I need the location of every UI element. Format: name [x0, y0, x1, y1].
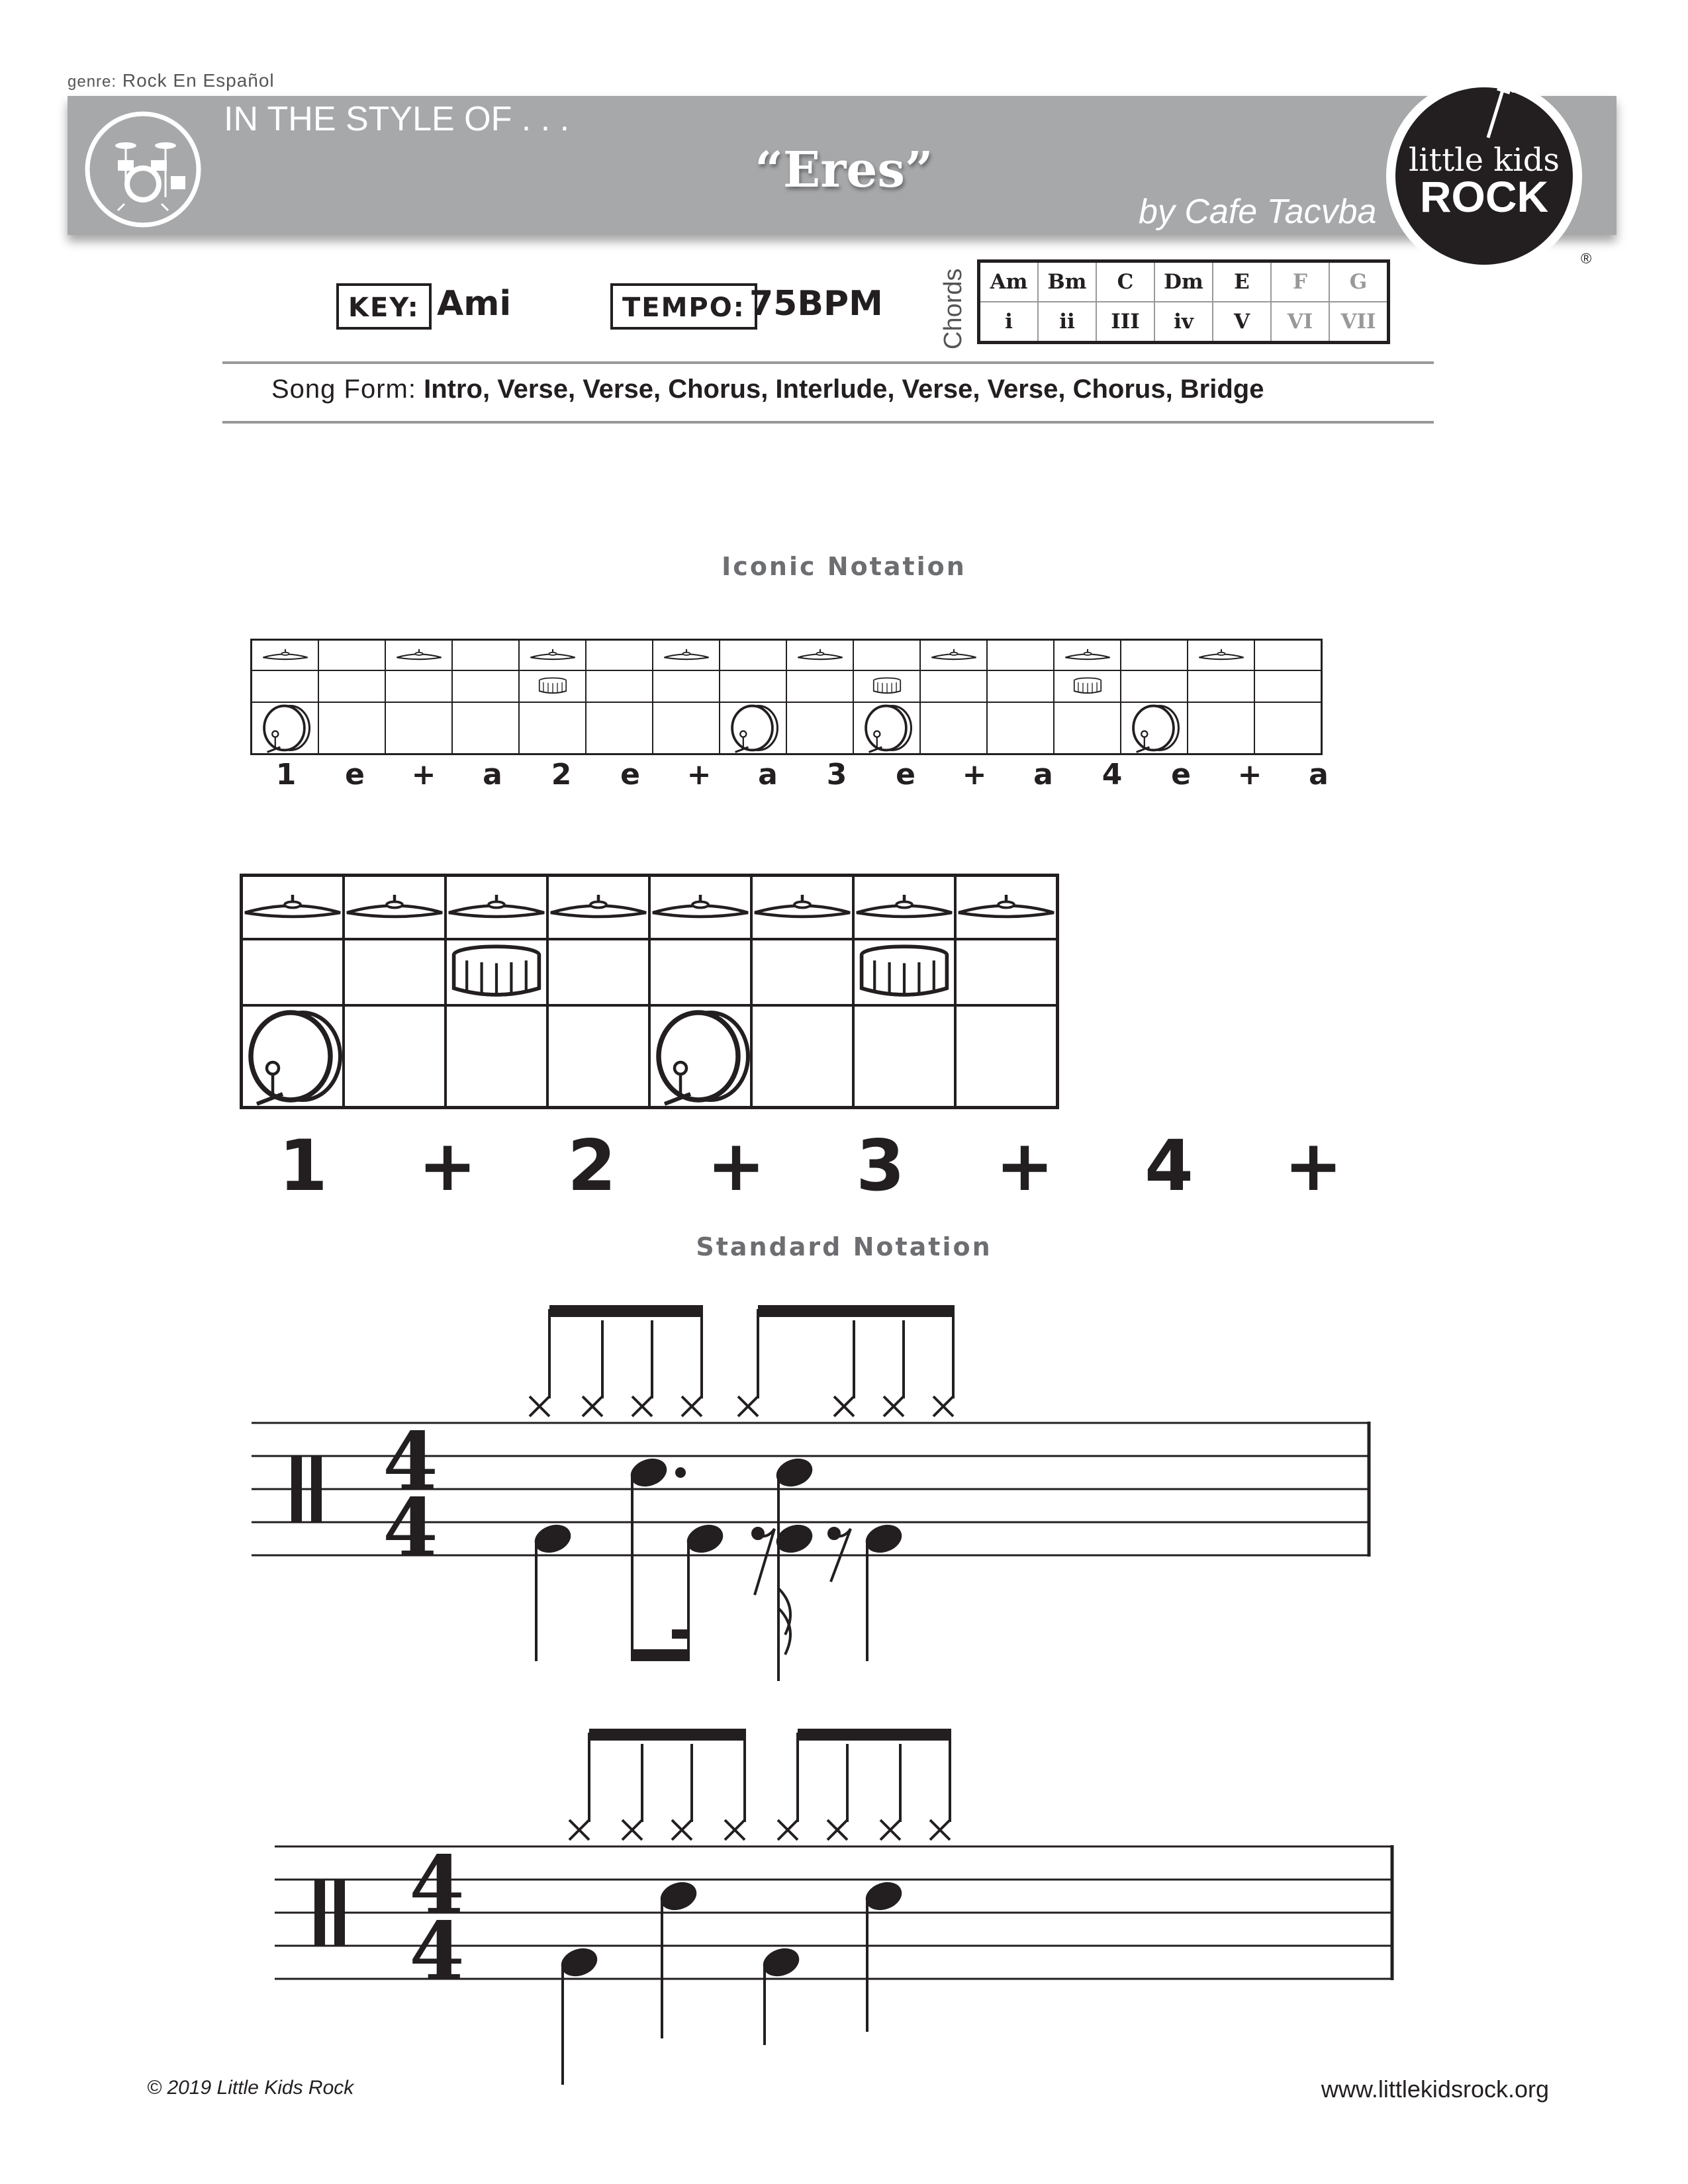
- chord-name: Am: [979, 261, 1039, 302]
- count-label: 4: [1145, 1125, 1194, 1206]
- cymbal-cell: [751, 876, 853, 940]
- chord-name: C: [1096, 261, 1154, 302]
- song-form-value: Intro, Verse, Verse, Chorus, Interlude, Verse, Verse, Chorus, Bridge: [424, 375, 1264, 404]
- cymbal-icon: [1055, 647, 1120, 663]
- kick-cell: [385, 702, 452, 754]
- kick-drum-icon: [720, 703, 786, 753]
- chord-table: [977, 259, 1390, 344]
- song-title: “Eres”: [755, 142, 933, 199]
- count-label: +: [995, 1125, 1055, 1206]
- count-label: +: [706, 1125, 766, 1206]
- snare-cell: [920, 670, 987, 702]
- cymbal-cell: [452, 640, 519, 671]
- snare-cell: [1188, 670, 1254, 702]
- cymbal-row: [252, 640, 1322, 671]
- count-label: +: [1284, 1125, 1343, 1206]
- cymbal-cell: [786, 640, 853, 671]
- cymbal-cell: [653, 640, 720, 671]
- kick-cell: [252, 702, 319, 754]
- beam: [589, 1729, 746, 1741]
- cymbal-cell: [649, 876, 751, 940]
- beam: [798, 1729, 951, 1741]
- chord-numeral: VII: [1329, 302, 1389, 343]
- snare-cell: [519, 670, 586, 702]
- tempo-label: TEMPO:: [610, 283, 757, 330]
- copyright: © 2019 Little Kids Rock: [147, 2077, 354, 2099]
- artist-name: by Cafe Tacvba: [1139, 193, 1377, 231]
- chord-numeral-row: [979, 302, 1389, 343]
- cymbal-cell: [1254, 640, 1322, 671]
- kick-cell: [318, 702, 385, 754]
- snare-cell: [445, 939, 547, 1005]
- snare-cell: [344, 939, 445, 1005]
- cymbal-cell: [318, 640, 385, 671]
- kick-cell: [242, 1005, 344, 1108]
- chord-name-row: [979, 261, 1389, 302]
- kick-drum-icon: [252, 703, 318, 753]
- cymbal-icon: [957, 891, 1056, 925]
- cymbal-cell: [547, 876, 649, 940]
- kick-snare-notes: [559, 1879, 904, 2085]
- snare-cell: [547, 939, 649, 1005]
- svg-text:4: 4: [409, 1905, 465, 1998]
- chord-name: Dm: [1154, 261, 1213, 302]
- snare-row: [252, 670, 1322, 702]
- cymbal-cell: [1121, 640, 1188, 671]
- cymbal-icon: [252, 647, 318, 663]
- kick-cell: [445, 1005, 547, 1108]
- chord-numeral: iv: [1154, 302, 1213, 343]
- logo-text-top: little kids: [1408, 142, 1560, 179]
- snare-row: [242, 939, 1058, 1005]
- count-label: a: [758, 758, 778, 792]
- kick-drum-icon: [1121, 703, 1187, 753]
- drum-staff-2: [275, 1714, 1413, 2088]
- cymbal-cell: [720, 640, 786, 671]
- kick-drum-icon: [651, 1007, 750, 1106]
- kick-cell: [649, 1005, 751, 1108]
- kick-cell: [920, 702, 987, 754]
- cymbal-icon: [1188, 647, 1254, 663]
- chord-numeral: i: [979, 302, 1039, 343]
- chord-name: Bm: [1038, 261, 1096, 302]
- kick-row: [242, 1005, 1058, 1108]
- snare-cell: [252, 670, 319, 702]
- song-form-label: Song Form:: [271, 375, 416, 404]
- iconic-notation-title: Iconic Notation: [722, 552, 966, 581]
- cymbal-icon: [753, 891, 852, 925]
- cymbal-cell: [445, 876, 547, 940]
- cymbal-cell: [252, 640, 319, 671]
- kick-cell: [1188, 702, 1254, 754]
- cymbal-icon: [386, 647, 451, 663]
- cymbal-cell: [1054, 640, 1121, 671]
- count-label: a: [1309, 758, 1329, 792]
- cymbal-icon: [243, 891, 342, 925]
- kick-cell: [786, 702, 853, 754]
- iconic-grid-16ths: [250, 639, 1323, 755]
- snare-cell: [987, 670, 1054, 702]
- genre-value: Rock En Español: [122, 70, 275, 91]
- kick-cell: [653, 702, 720, 754]
- svg-text:Chords: Chords: [939, 268, 967, 349]
- cymbal-cell: [344, 876, 445, 940]
- count-label: e: [620, 758, 640, 792]
- key-label: KEY:: [336, 283, 432, 330]
- time-signature: [383, 1415, 438, 1574]
- snare-cell: [1121, 670, 1188, 702]
- little-kids-rock-logo: [1372, 71, 1597, 270]
- snare-cell: [653, 670, 720, 702]
- registered-mark: ®: [1581, 250, 1592, 267]
- svg-text:4: 4: [383, 1481, 438, 1574]
- count-label: e: [896, 758, 915, 792]
- hihat-notes: [569, 1733, 950, 1840]
- kick-cell: [547, 1005, 649, 1108]
- count-label: a: [483, 758, 502, 792]
- chord-numeral: VI: [1271, 302, 1329, 343]
- kick-cell: [1254, 702, 1322, 754]
- snare-drum-icon: [1055, 677, 1120, 695]
- snare-cell: [853, 939, 955, 1005]
- svg-text:4: 4: [383, 1415, 438, 1508]
- website-link[interactable]: www.littlekidsrock.org: [1321, 2075, 1549, 2103]
- logo-text-bottom: ROCK: [1419, 172, 1549, 221]
- time-signature: [409, 1839, 465, 1998]
- count-label: +: [686, 758, 712, 792]
- cymbal-cell: [586, 640, 653, 671]
- snare-cell: [751, 939, 853, 1005]
- chord-numeral: III: [1096, 302, 1154, 343]
- kick-cell: [1054, 702, 1121, 754]
- count-label: 3: [856, 1125, 905, 1206]
- cymbal-cell: [853, 640, 920, 671]
- key-value: Ami: [437, 284, 512, 324]
- genre-label: genre:: [68, 73, 117, 91]
- cymbal-icon: [520, 647, 585, 663]
- kick-row: [252, 702, 1322, 754]
- cymbal-icon: [549, 891, 648, 925]
- snare-cell: [318, 670, 385, 702]
- kick-cell: [853, 1005, 955, 1108]
- count-label: 2: [551, 758, 572, 792]
- hihat-notes: [530, 1309, 953, 1416]
- snare-cell: [385, 670, 452, 702]
- genre-line: [68, 70, 275, 91]
- count-label: +: [418, 1125, 477, 1206]
- kick-cell: [987, 702, 1054, 754]
- snare-drum-icon: [447, 944, 546, 1001]
- snare-cell: [242, 939, 344, 1005]
- count-label: 4: [1102, 758, 1123, 792]
- kick-cell: [586, 702, 653, 754]
- cymbal-icon: [447, 891, 546, 925]
- kick-cell: [720, 702, 786, 754]
- cymbal-cell: [853, 876, 955, 940]
- kick-cell: [751, 1005, 853, 1108]
- cymbal-cell: [519, 640, 586, 671]
- standard-notation-title: Standard Notation: [696, 1232, 992, 1261]
- cymbal-icon: [787, 647, 853, 663]
- kick-cell: [955, 1005, 1058, 1108]
- iconic-grid-8ths: [240, 874, 1059, 1109]
- tempo-value: 75BPM: [749, 284, 883, 324]
- snare-cell: [586, 670, 653, 702]
- cymbal-cell: [920, 640, 987, 671]
- count-label: 3: [826, 758, 847, 792]
- svg-text:4: 4: [409, 1839, 465, 1932]
- count-label: e: [1171, 758, 1191, 792]
- chord-name: G: [1329, 261, 1389, 302]
- snare-drum-icon: [855, 944, 954, 1001]
- song-form: [271, 375, 1264, 404]
- snare-drum-icon: [520, 677, 585, 695]
- chords-label: [929, 257, 976, 356]
- count-label: +: [1237, 758, 1262, 792]
- snare-cell: [786, 670, 853, 702]
- count-label: e: [345, 758, 365, 792]
- snare-cell: [1054, 670, 1121, 702]
- snare-drum-icon: [854, 677, 919, 695]
- in-the-style-of-label: IN THE STYLE OF . . .: [224, 100, 570, 138]
- cymbal-cell: [1188, 640, 1254, 671]
- kick-cell: [452, 702, 519, 754]
- snare-cell: [853, 670, 920, 702]
- cymbal-cell: [385, 640, 452, 671]
- cymbal-icon: [855, 891, 954, 925]
- chord-name: F: [1271, 261, 1329, 302]
- divider: [222, 361, 1434, 364]
- count-label: 2: [567, 1125, 616, 1206]
- count-label: +: [411, 758, 436, 792]
- count-label: 1: [279, 1125, 328, 1206]
- chord-numeral: V: [1213, 302, 1271, 343]
- cymbal-icon: [653, 647, 719, 663]
- count-label: a: [1033, 758, 1053, 792]
- snare-cell: [1254, 670, 1322, 702]
- chord-name: E: [1213, 261, 1271, 302]
- snare-cell: [955, 939, 1058, 1005]
- snare-cell: [649, 939, 751, 1005]
- cymbal-cell: [242, 876, 344, 940]
- count-label: +: [962, 758, 987, 792]
- kick-cell: [1121, 702, 1188, 754]
- kick-drum-icon: [243, 1007, 342, 1106]
- snare-cell: [452, 670, 519, 702]
- count-label: 1: [275, 758, 297, 792]
- beam: [549, 1305, 703, 1317]
- kick-cell: [344, 1005, 445, 1108]
- drum-staff-1: [252, 1291, 1390, 1717]
- cymbal-icon: [921, 647, 986, 663]
- cymbal-icon: [651, 891, 750, 925]
- chord-numeral: ii: [1038, 302, 1096, 343]
- divider: [222, 421, 1434, 424]
- cymbal-cell: [987, 640, 1054, 671]
- cymbal-cell: [955, 876, 1058, 940]
- kick-drum-icon: [854, 703, 919, 753]
- beam: [758, 1305, 955, 1317]
- kick-cell: [853, 702, 920, 754]
- snare-cell: [720, 670, 786, 702]
- cymbal-icon: [345, 891, 444, 925]
- cymbal-row: [242, 876, 1058, 940]
- kick-cell: [519, 702, 586, 754]
